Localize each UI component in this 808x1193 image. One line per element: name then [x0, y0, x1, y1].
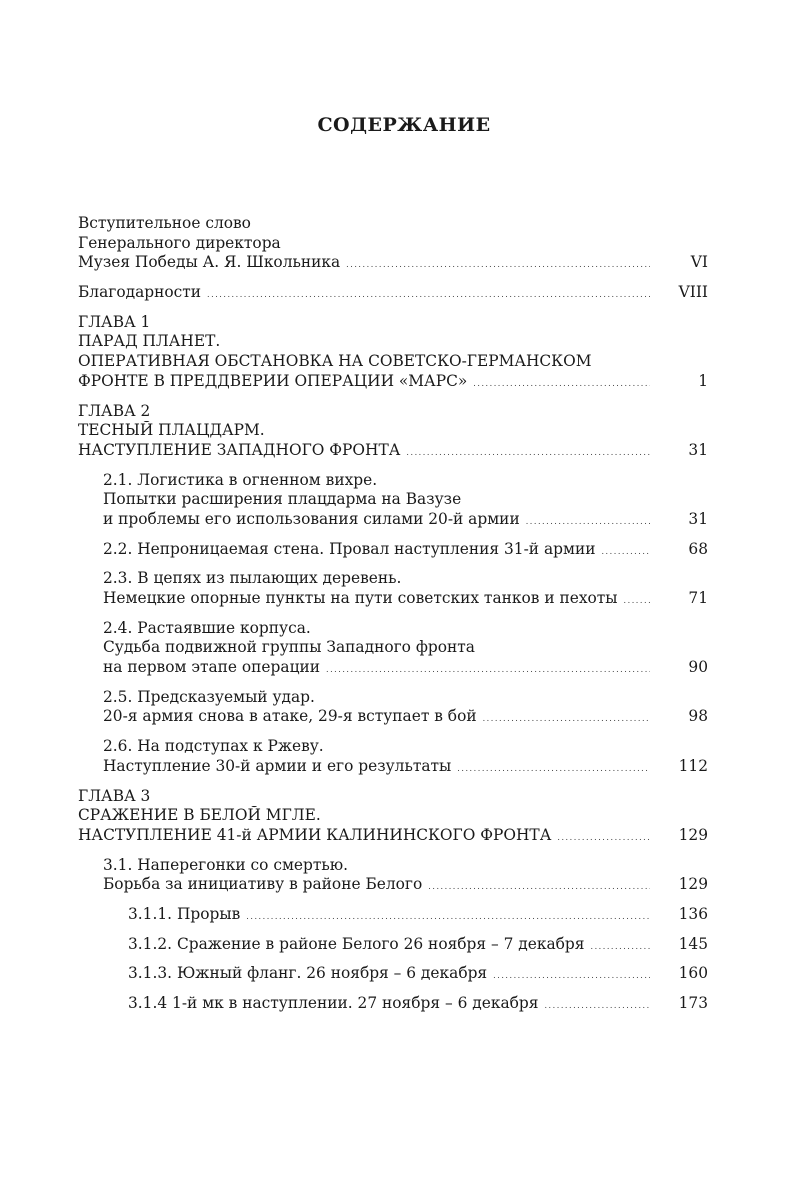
toc-entry	[103, 688, 708, 727]
dot-leader	[493, 964, 650, 984]
toc-entry-line: 2.5. Предсказуемый удар.	[103, 687, 315, 706]
toc-entry-last-line	[78, 372, 708, 392]
dot-leader	[544, 994, 650, 1014]
toc-entry-line: ГЛАВА 1	[78, 312, 151, 331]
toc-entry-last-line	[78, 441, 708, 461]
toc-entry	[103, 540, 708, 560]
toc-entry-line: Попытки расширения плацдарма на Вазузе	[103, 490, 462, 509]
page-number: 71	[688, 589, 708, 607]
toc-entry	[103, 856, 708, 895]
dot-leader	[557, 826, 650, 846]
page-number: 160	[678, 964, 708, 983]
page-number: 98	[688, 707, 708, 726]
page-number: 145	[678, 934, 708, 953]
toc-entry-last-line	[128, 964, 708, 984]
toc-entry-line: Генерального директора	[78, 233, 281, 252]
dot-leader	[246, 905, 650, 925]
toc-entry-title: Борьба за инициативу в районе Белого	[103, 875, 423, 894]
toc-entry-line: Вступительное слово	[78, 214, 251, 232]
dot-leader	[526, 510, 650, 530]
toc-entry-last-line	[103, 510, 708, 530]
page-number: 129	[678, 825, 708, 844]
toc-entry-last-line	[78, 826, 708, 846]
toc-entry-line: 2.1. Логистика в огненном вихре.	[103, 470, 378, 489]
toc-entry-title: 3.1.2. Сражение в районе Белого 26 ноября – 7 декабря	[128, 934, 585, 953]
toc-entry-line: ГЛАВА 2	[78, 401, 151, 420]
dot-leader	[457, 757, 650, 777]
toc-entry-line: ТЕСНЫЙ ПЛАЦДАРМ.	[78, 421, 265, 440]
dot-leader	[406, 441, 650, 461]
toc-entry-line: 2.3. В цепях из пылающих деревень.	[103, 569, 402, 588]
toc-entry-title: и проблемы его использования силами 20-й армии	[103, 509, 520, 528]
toc-entry-title: на первом этапе операции	[103, 658, 320, 677]
toc-entry-last-line	[103, 540, 708, 560]
dot-leader	[591, 935, 651, 955]
toc-entry-line: СРАЖЕНИЕ В БЕЛОЙ МГЛЕ.	[78, 806, 321, 825]
toc-entry	[78, 402, 708, 461]
toc-entry-line: 3.1. Наперегонки со смертью.	[103, 855, 349, 874]
toc-entry-last-line	[78, 253, 708, 273]
toc-entry	[78, 283, 708, 303]
page-number: VIII	[678, 283, 708, 302]
toc-entry-line: ОПЕРАТИВНАЯ ОБСТАНОВКА НА СОВЕТСКО-ГЕРМАНСКОМ	[78, 352, 592, 371]
toc-entry-title: 2.2. Непроницаемая стена. Провал наступления 31-й армии	[103, 539, 596, 558]
dot-leader	[624, 589, 650, 609]
page-number: 136	[678, 904, 708, 923]
toc-entry-title: Наступление 30-й армии и его результаты	[103, 756, 452, 775]
toc-entry-last-line	[103, 875, 708, 895]
toc-entry	[103, 737, 708, 776]
toc-entry-title: НАСТУПЛЕНИЕ 41-й АРМИИ КАЛИНИНСКОГО ФРОНТА	[78, 825, 552, 844]
toc-entry-last-line	[128, 935, 708, 955]
toc-entry-title: ФРОНТЕ В ПРЕДДВЕРИИ ОПЕРАЦИИ «МАРС»	[78, 371, 468, 390]
toc-entry-last-line	[128, 994, 708, 1014]
toc-entry-last-line	[128, 905, 708, 925]
toc-entry	[78, 313, 708, 392]
toc-entry	[128, 935, 708, 955]
dot-leader	[346, 253, 650, 273]
page-number: 1	[698, 371, 708, 390]
toc-entry-last-line	[103, 658, 708, 678]
page-number: 90	[688, 658, 708, 677]
toc-entry-title: 3.1.4 1-й мк в наступлении. 27 ноября – 6 декабря	[128, 994, 539, 1012]
toc-entry-title: Музея Победы А. Я. Школьника	[78, 253, 341, 272]
toc-entry-line: ГЛАВА 3	[78, 786, 151, 805]
dot-leader	[601, 540, 650, 560]
toc-entry	[128, 964, 708, 984]
toc-entry	[78, 787, 708, 846]
page-number: 173	[678, 994, 708, 1012]
toc-entry-last-line	[103, 589, 708, 609]
dot-leader	[428, 875, 650, 895]
toc-entry	[103, 471, 708, 530]
page-number: VI	[690, 253, 708, 272]
toc-entry-line: 2.4. Растаявшие корпуса.	[103, 618, 311, 637]
toc-entry-title: 20-я армия снова в атаке, 29-я вступает в бой	[103, 707, 477, 726]
toc-entry-last-line	[103, 707, 708, 727]
page-number: 112	[678, 756, 708, 775]
toc-entry	[128, 905, 708, 925]
dot-leader	[207, 283, 650, 303]
toc-entry	[78, 214, 708, 273]
toc-entry	[103, 619, 708, 678]
toc-entry-last-line	[103, 757, 708, 777]
page-number: 31	[688, 440, 708, 459]
toc-entry	[103, 569, 708, 608]
page-title: СОДЕРЖАНИЕ	[317, 114, 491, 136]
dot-leader	[473, 372, 650, 392]
toc-entry-title: Благодарности	[78, 283, 202, 302]
toc-entry-line: 2.6. На подступах к Ржеву.	[103, 737, 324, 756]
toc-entry	[128, 994, 708, 1014]
page-number: 68	[688, 539, 708, 558]
table-of-contents	[78, 214, 708, 1024]
toc-entry-line: ПАРАД ПЛАНЕТ.	[78, 332, 221, 351]
dot-leader	[326, 658, 650, 678]
toc-entry-last-line	[78, 283, 708, 303]
toc-entry-title: 3.1.3. Южный фланг. 26 ноября – 6 декабря	[128, 964, 488, 983]
toc-entry-title: 3.1.1. Прорыв	[128, 904, 241, 923]
page-number: 31	[688, 509, 708, 528]
page-number: 129	[678, 875, 708, 894]
dot-leader	[483, 707, 650, 727]
toc-entry-title: НАСТУПЛЕНИЕ ЗАПАДНОГО ФРОНТА	[78, 440, 401, 459]
toc-entry-line: Судьба подвижной группы Западного фронта	[103, 638, 475, 657]
toc-entry-title: Немецкие опорные пункты на пути советских танков и пехоты	[103, 589, 618, 607]
